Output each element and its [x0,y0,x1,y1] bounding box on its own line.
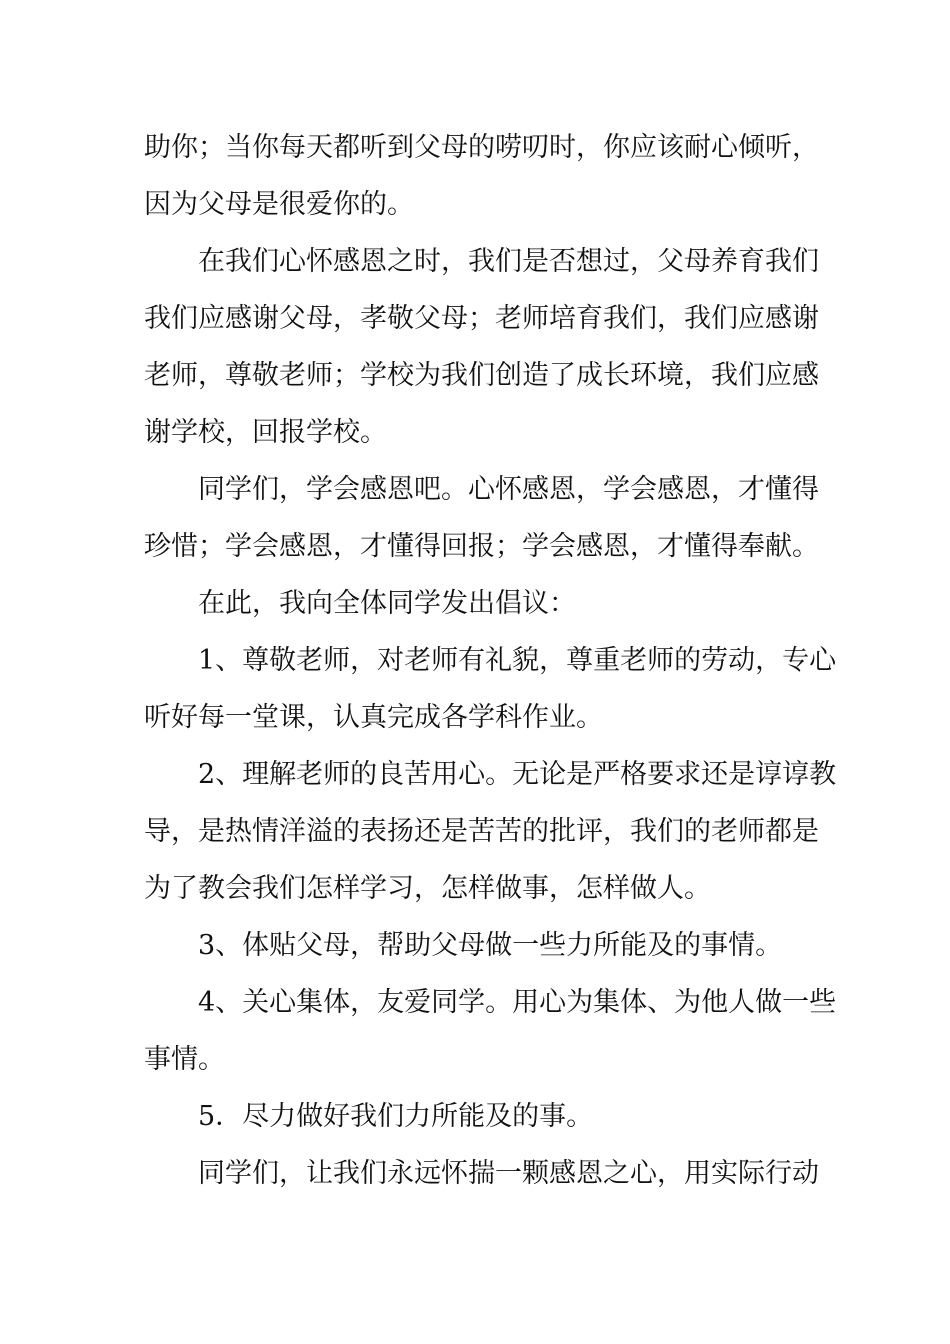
paragraph-start-line: 在此，我向全体同学发出倡议： [198,588,576,619]
text-line: 导，是热情洋溢的表扬还是苦苦的批评，我们的老师都是 [144,816,819,847]
text-line: 听好每一堂课，认真完成各学科作业。 [144,702,603,733]
list-item-4-line: 4、关心集体，友爱同学。用心为集体、为他人做一些 [198,987,837,1018]
text-line: 助你；当你每天都听到父母的唠叨时，你应该耐心倾听， [144,132,819,163]
text-line: 为了教会我们怎样学习，怎样做事，怎样做人。 [144,873,711,904]
document-body [144,119,837,1202]
text-line: 我们应感谢父母，孝敬父母；老师培育我们，我们应感谢 [144,303,819,334]
text-line: 因为父母是很爱你的。 [144,189,414,220]
list-item-3-line: 3、体贴父母，帮助父母做一些力所能及的事情。 [198,930,783,961]
list-item-2-line: 2、理解老师的良苦用心。无论是严格要求还是谆谆教 [198,759,837,790]
paragraph-start-line: 同学们，让我们永远怀揣一颗感恩之心，用实际行动 [198,1158,819,1189]
text-line: 事情。 [144,1044,225,1075]
list-item-5-line: 5．尽力做好我们力所能及的事。 [198,1101,594,1132]
text-line: 珍惜；学会感恩，才懂得回报；学会感恩，才懂得奉献。 [144,531,819,562]
text-line: 谢学校，回报学校。 [144,417,387,448]
paragraph-start-line: 在我们心怀感恩之时，我们是否想过，父母养育我们 [198,246,819,277]
list-item-1-line: 1、尊敬老师，对老师有礼貌，尊重老师的劳动，专心 [198,645,837,676]
text-line: 老师，尊敬老师；学校为我们创造了成长环境，我们应感 [144,360,819,391]
paragraph-start-line: 同学们，学会感恩吧。心怀感恩，学会感恩，才懂得 [198,474,819,505]
